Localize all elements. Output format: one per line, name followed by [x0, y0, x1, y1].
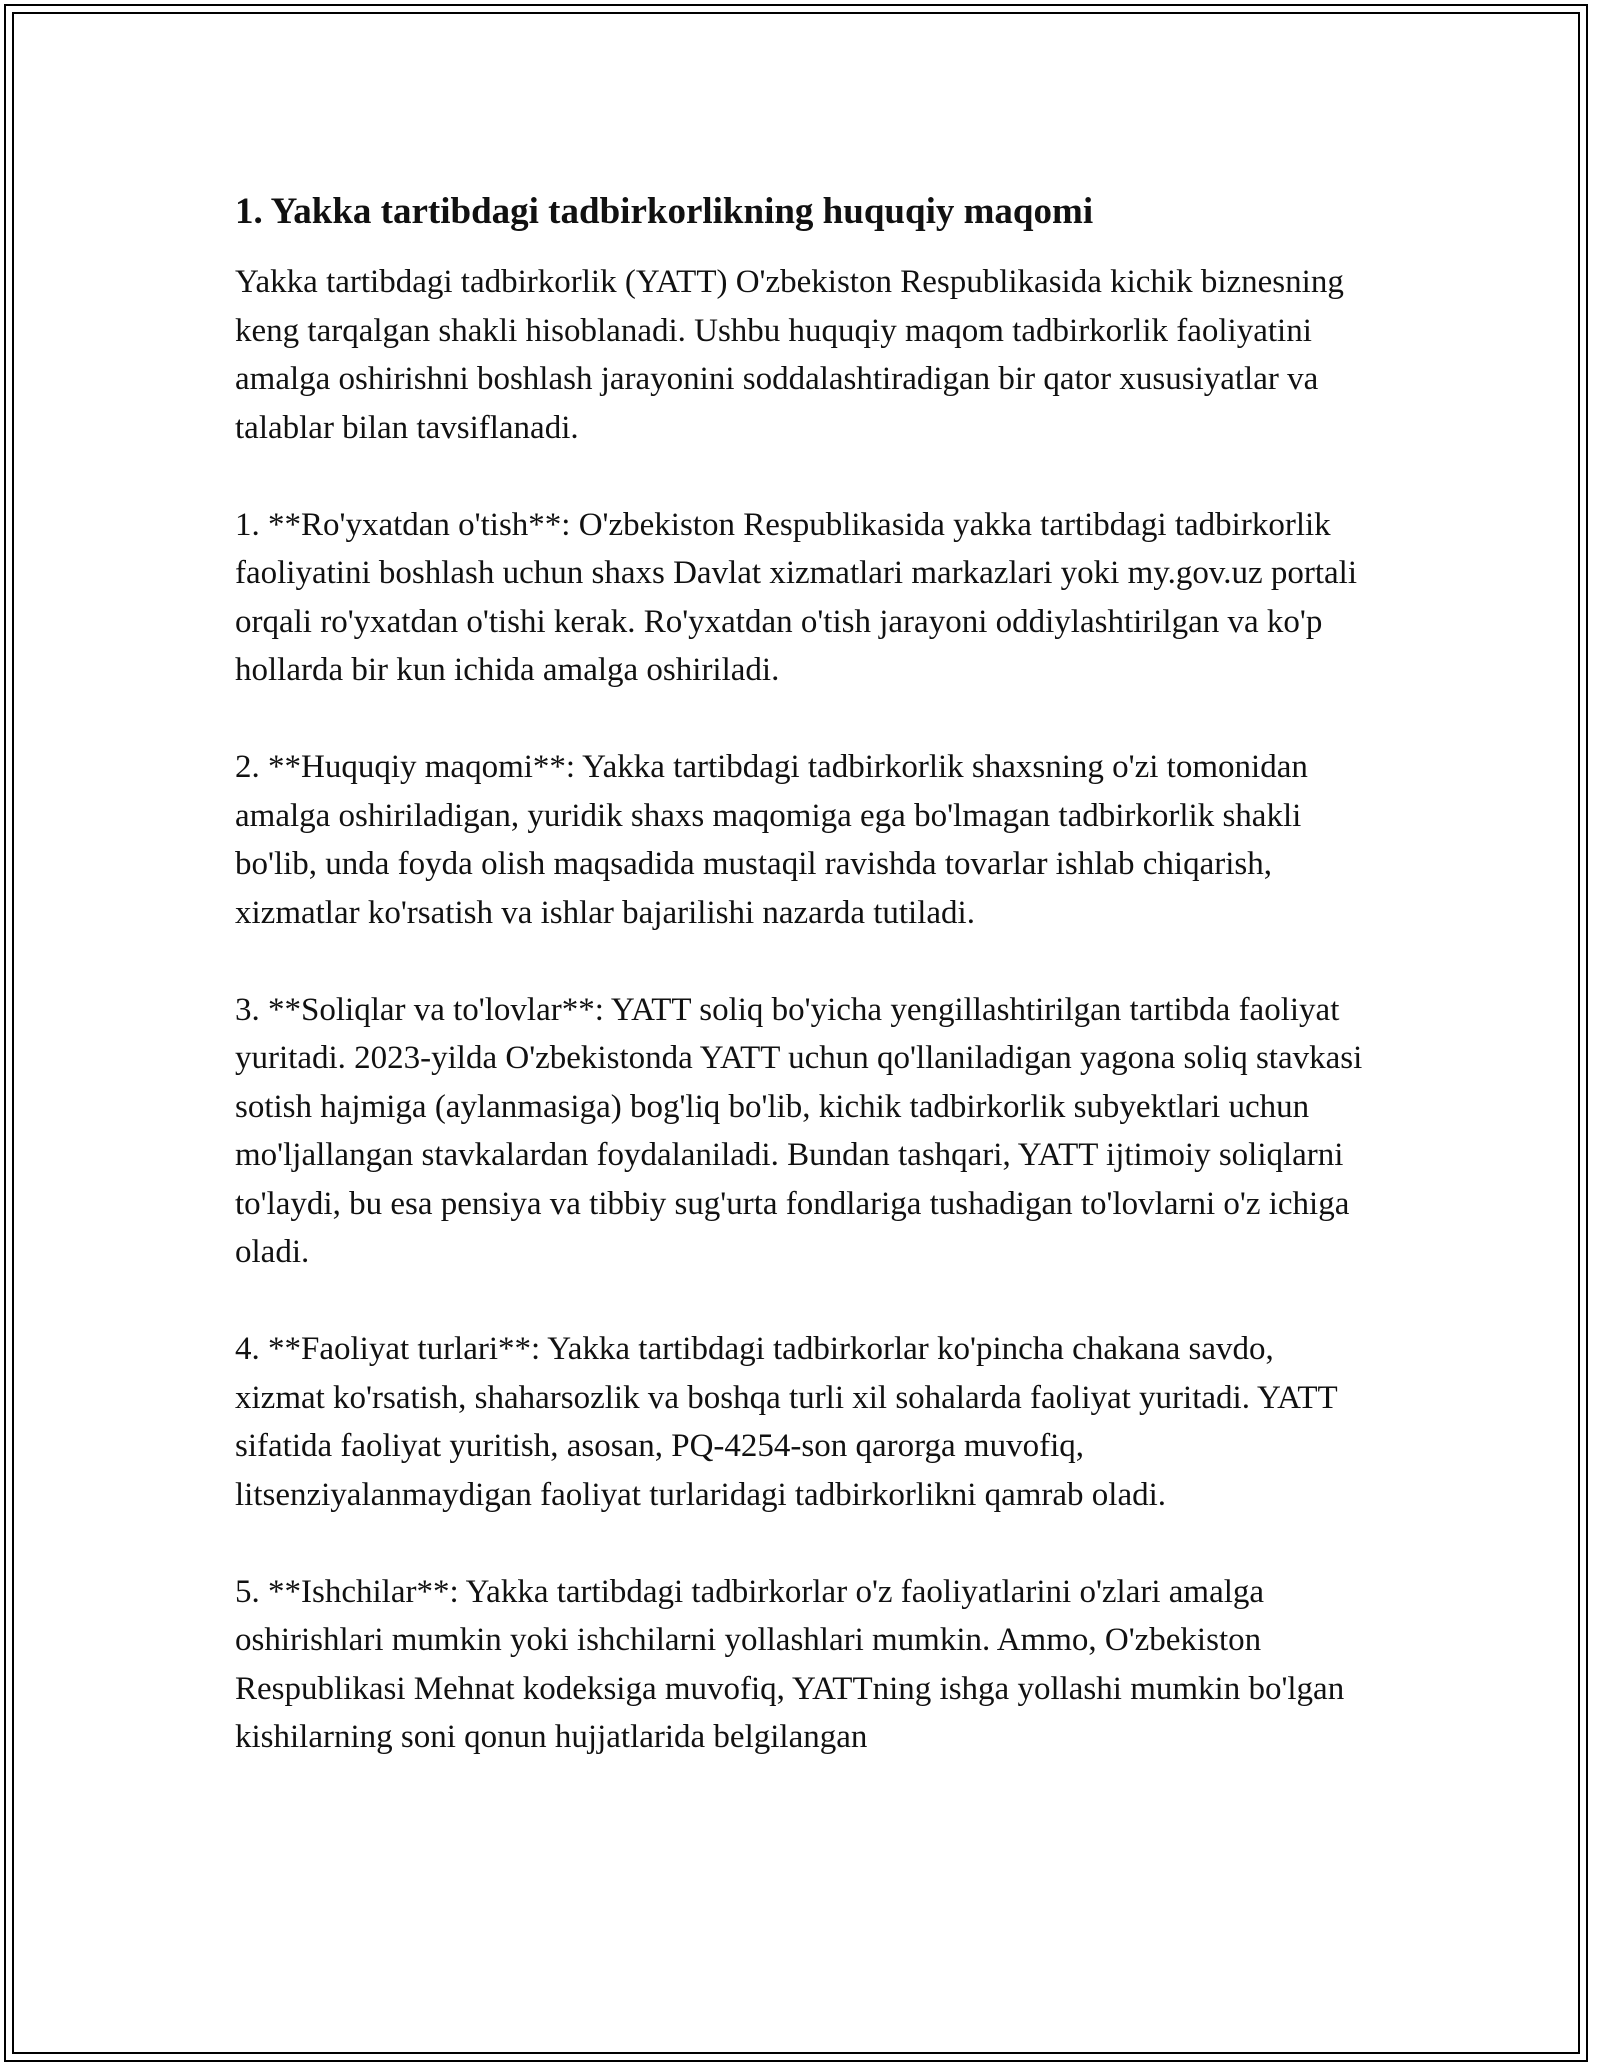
document-body — [235, 188, 1365, 1810]
section-heading: 1. Yakka tartibdagi tadbirkorlikning huquqiy maqomi — [235, 191, 1094, 232]
paragraph-workers: 5. **Ishchilar**: Yakka tartibdagi tadbirkorlar o'z faoliyatlarini o'zlari amalga oshirishlari mumkin yoki ishchilarni yollashlari mumkin. Ammo, O'zbekiston Respublikasi Mehnat kodeksiga muvofiq, YATTning ishga yollashi mumkin bo'lgan kishilarning soni qonun hujjatlarida belgilangan — [235, 1573, 1345, 1755]
paragraph-activity-types: 4. **Faoliyat turlari**: Yakka tartibdagi tadbirkorlar ko'pincha chakana savdo, xizmat ko'rsatish, shaharsozlik va boshqa turli xil sohalarda faoliyat yuritadi. YATT sifatida faoliyat yuritish, asosan, PQ-4254-son qarorga muvofiq, litsenziyalanmaydigan faoliyat turlaridagi tadbirkorlikni qamrab oladi. — [235, 1331, 1338, 1513]
paragraph-registration: 1. **Ro'yxatdan o'tish**: O'zbekiston Respublikasida yakka tartibdagi tadbirkorlik faoliyatini boshlash uchun shaxs Davlat xizmatlari markazlari yoki my.gov.uz portali orqali ro'yxatdan o'tishi kerak. Ro'yxatdan o'tish jarayoni oddiylashtirilgan va ko'p hollarda bir kun ichida amalga oshiriladi. — [235, 506, 1357, 688]
intro-paragraph: Yakka tartibdagi tadbirkorlik (YATT) O'zbekiston Respublikasida kichik biznesning keng tarqalgan shakli hisoblanadi. Ushbu huquqiy maqom tadbirkorlik faoliyatini amalga oshirishni boshlash jarayonini soddalashtiradigan bir qator xususiyatlar va talablar bilan tavsiflanadi. — [235, 264, 1344, 446]
paragraph-legal-status: 2. **Huquqiy maqomi**: Yakka tartibdagi tadbirkorlik shaxsning o'zi tomonidan amalga oshiriladigan, yuridik shaxs maqomiga ega bo'lmagan tadbirkorlik shakli bo'lib, unda foyda olish maqsadida mustaqil ravishda tovarlar ishlab chiqarish, xizmatlar ko'rsatish va ishlar bajarilishi nazarda tutiladi. — [235, 749, 1308, 931]
paragraph-taxes: 3. **Soliqlar va to'lovlar**: YATT soliq bo'yicha yengillashtirilgan tartibda faoliyat yuritadi. 2023-yilda O'zbekistonda YATT uchun qo'llaniladigan yagona soliq stavkasi sotish hajmiga (aylanmasiga) bog'liq bo'lib, kichik tadbirkorlik subyektlari uchun mo'ljallangan stavkalardan foydalaniladi. Bundan tashqari, YATT ijtimoiy soliqlarni to'laydi, bu esa pensiya va tibbiy sug'urta fondlariga tushadigan to'lovlarni o'z ichiga oladi. — [235, 991, 1363, 1270]
